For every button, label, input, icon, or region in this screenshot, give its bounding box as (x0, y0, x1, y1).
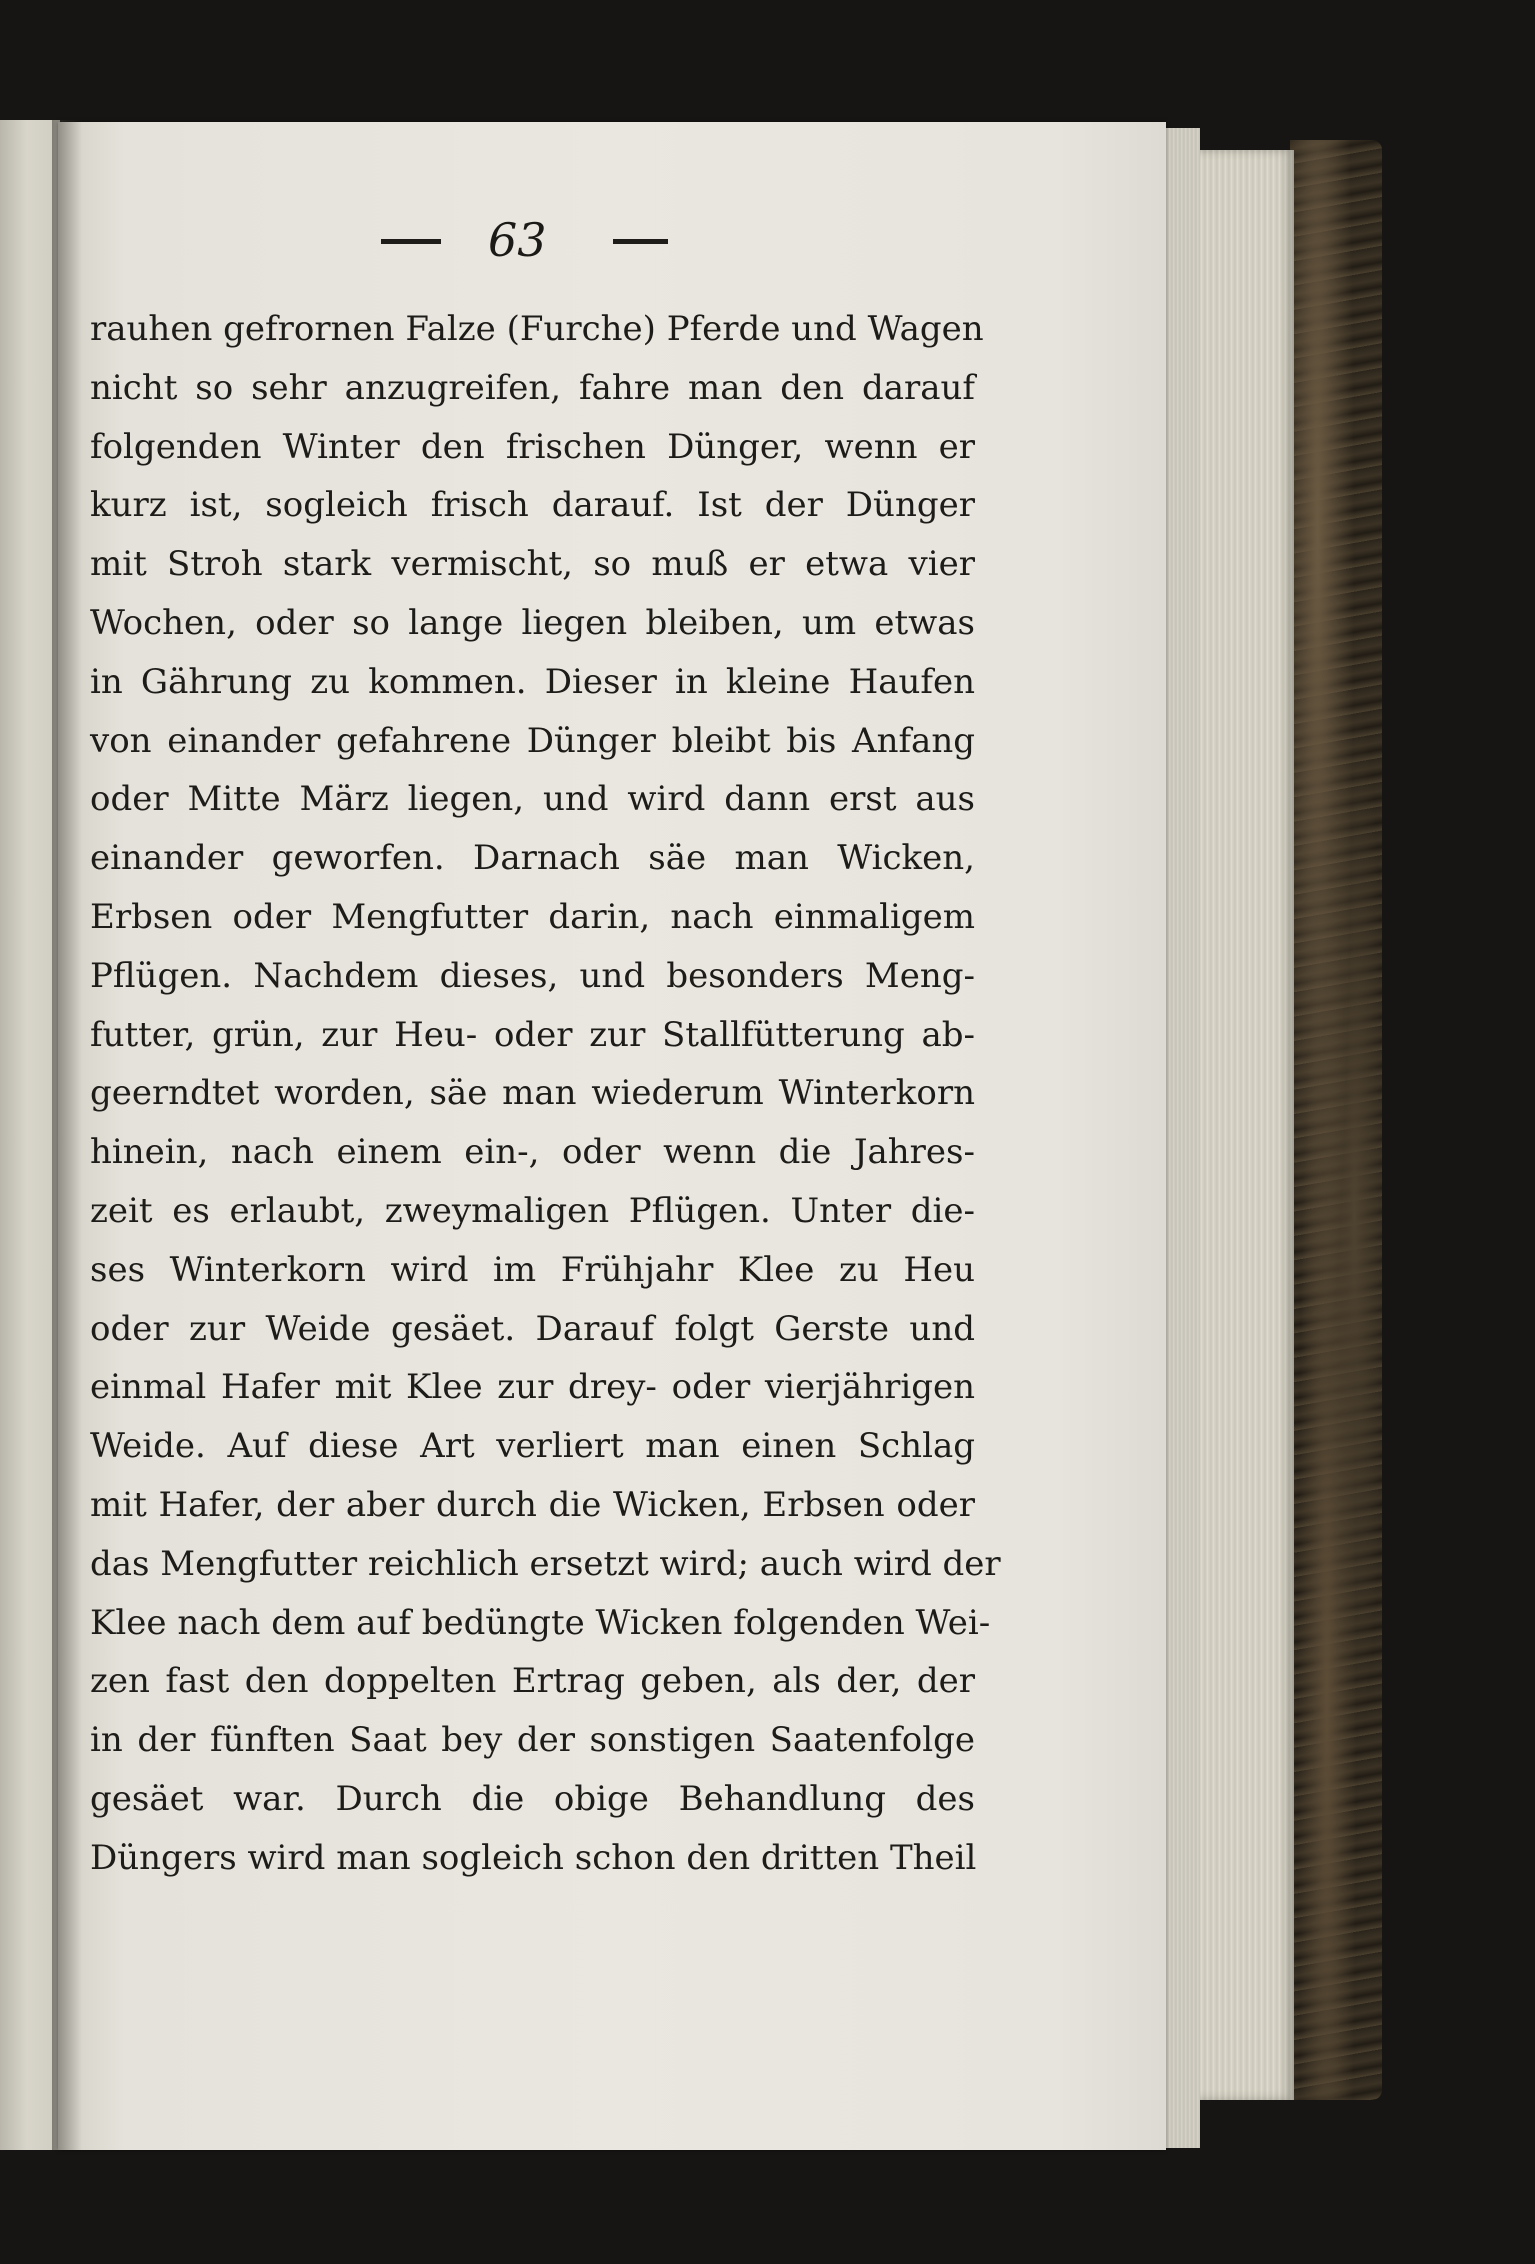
text-line: rauhen gefrornen Falze (Furche) Pferde und Wagen (90, 309, 984, 349)
text-line: mit Hafer, der aber durch die Wicken, Erbsen oder (90, 1484, 975, 1525)
text-line: ses Winterkorn wird im Frühjahr Klee zu Heu (90, 1249, 975, 1290)
gutter-shadow (52, 120, 82, 2150)
text-line: oder Mitte März liegen, und wird dann erst aus (90, 779, 975, 820)
text-line: nicht so sehr anzugreifen, fahre man den darauf (90, 367, 975, 408)
text-line: Weide. Auf diese Art verliert man einen Schlag (90, 1426, 975, 1467)
text-line: mit Stroh stark vermischt, so muß er etwa vier (90, 544, 975, 585)
text-line: oder zur Weide gesäet. Darauf folgt Gerste und (90, 1308, 975, 1349)
text-line: das Mengfutter reichlich ersetzt wird; auch wird der (90, 1543, 1001, 1584)
text-line: einmal Hafer mit Klee zur drey- oder vierjährigen (90, 1367, 975, 1408)
text-line: zeit es erlaubt, zweymaligen Pflügen. Unter die- (90, 1190, 975, 1231)
text-line: Düngers wird man sogleich schon den dritten Theil (90, 1837, 977, 1878)
body-text (90, 300, 1001, 1888)
text-line: futter, grün, zur Heu- oder zur Stallfütterung ab- (90, 1014, 975, 1055)
text-line: von einander gefahrene Dünger bleibt bis Anfang (90, 720, 975, 761)
page-header (58, 205, 1166, 275)
header-dash-right (613, 239, 668, 244)
text-line: in Gährung zu kommen. Dieser in kleine Haufen (90, 661, 975, 702)
text-line: Klee nach dem auf bedüngte Wicken folgenden Wei- (90, 1602, 991, 1643)
text-line: hinein, nach einem ein-, oder wenn die Jahres- (90, 1132, 975, 1173)
text-line: Erbsen oder Mengfutter darin, nach einmaligem (90, 896, 975, 937)
text-line: Wochen, oder so lange liegen bleiben, um etwas (90, 602, 975, 643)
text-line: einander geworfen. Darnach säe man Wicken, (90, 838, 975, 879)
page-number: 63 (488, 213, 547, 267)
page-fore-edge (1166, 128, 1200, 2148)
text-line: Pflügen. Nachdem dieses, und besonders Meng- (90, 955, 975, 996)
book-cover-marbled (1290, 140, 1382, 2100)
text-line: in der fünften Saat bey der sonstigen Saatenfolge (90, 1720, 975, 1761)
facing-page-edge (0, 120, 60, 2150)
page-block-edge (1196, 150, 1294, 2100)
text-line: folgenden Winter den frischen Dünger, wenn er (90, 426, 975, 467)
text-line: gesäet war. Durch die obige Behandlung des (90, 1778, 975, 1819)
text-line: geerndtet worden, säe man wiederum Winterkorn (90, 1073, 975, 1114)
header-dash-left (381, 239, 441, 244)
text-line: kurz ist, sogleich frisch darauf. Ist der Dünger (90, 485, 975, 526)
text-line: zen fast den doppelten Ertrag geben, als der, der (90, 1661, 975, 1702)
